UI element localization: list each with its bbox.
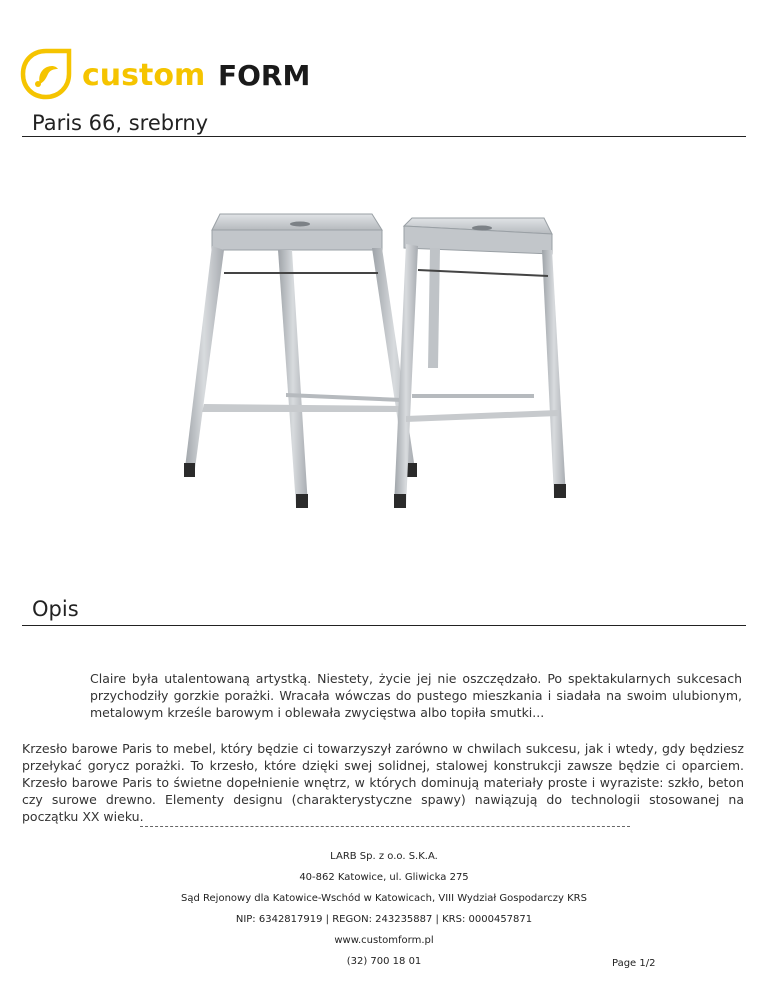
footer-address: 40-862 Katowice, ul. Gliwicka 275	[299, 872, 469, 883]
footer-phone: (32) 700 18 01	[346, 956, 422, 967]
logo-text-form: FORM	[218, 59, 310, 92]
logo-text-custom: custom	[82, 58, 206, 93]
footer-company: LARB Sp. z o.o. S.K.A.	[330, 851, 438, 862]
description-body: Krzesło barowe Paris to mebel, który będzie ci towarzyszył zarówno w chwilach sukcesu, jak i wtedy, gdy będziesz przełykać gorycz porażki. To krzesło, które dzięki swej solidnej, stalowej konstrukcji zawsze będzie ci oparciem. Krzesło barowe Paris to świetne dopełnienie wnętrz, w których dominują materiały proste i wyraziste: szkło, beton czy surowe drewno. Elementy designu (charakterystyczne spawy) nawiązują do technologii stosowanej na początku XX wieku.	[22, 741, 744, 824]
footer-website-link[interactable]: www.customform.pl	[334, 935, 434, 946]
right-stool	[394, 218, 566, 508]
left-stool	[184, 214, 417, 508]
footer	[0, 846, 768, 972]
description-heading: Opis	[22, 596, 746, 626]
customform-logo[interactable]	[20, 48, 310, 100]
footer-court: Sąd Rejonowy dla Katowice-Wschód w Katowicach, VIII Wydział Gospodarczy KRS	[181, 893, 587, 904]
footer-ids: NIP: 6342817919 | REGON: 243235887 | KRS: 0000457871	[235, 914, 533, 925]
footer-divider	[140, 826, 630, 827]
page-number: Page 1/2	[612, 958, 656, 969]
logo-mark-icon	[20, 48, 310, 100]
bar-stools-image	[82, 158, 684, 568]
description-intro: Claire była utalentowaną artystką. Niestety, życie jej nie oszczędzało. Po spektakularnych sukcesach przychodziły gorzkie porażki. Wracała wówczas do pustego mieszkania i siadała na swoim ulubionym, metalowym krześle barowym i oblewała zwycięstwa albo topiła smutki...	[90, 671, 742, 720]
product-title: Paris 66, srebrny	[22, 110, 746, 137]
